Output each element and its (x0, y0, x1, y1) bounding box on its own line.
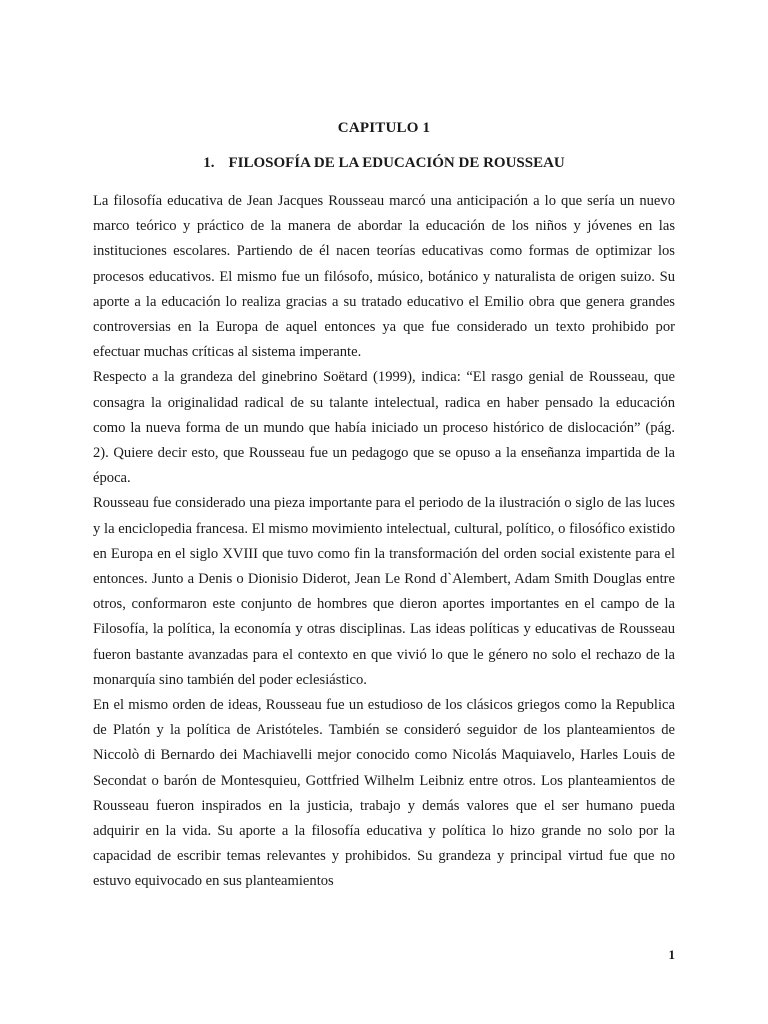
body-text (93, 189, 675, 895)
paragraph: En el mismo orden de ideas, Rousseau fue un estudioso de los clásicos griegos como la Republica de Platón y la política de Aristóteles. También se consideró seguidor de los planteamientos de Niccolò di Bernardo dei Machiavelli mejor conocido como Nicolás Maquiavelo, Harles Louis de Secondat o barón de Montesquieu, Gottfried Wilhelm Leibniz entre otros. Los planteamientos de Rousseau fueron inspirados en la justicia, trabajo y demás valores que el ser humano pueda adquirir en la vida. Su aporte a la filosofía educativa y política lo hizo grande no solo por la capacidad de escribir temas relevantes y prohibidos. Su grandeza y principal virtud fue que no estuvo equivocado en sus planteamientos (93, 697, 675, 890)
chapter-label: CAPITULO 1 (337, 120, 431, 136)
paragraph: La filosofía educativa de Jean Jacques Rousseau marcó una anticipación a lo que sería un nuevo marco teórico y práctico de la manera de abordar la educación de los niños y jóvenes en las instituciones escolares. Partiendo de él nacen teorías educativas como formas de optimizar los procesos educativos. El mismo fue un filósofo, músico, botánico y naturalista de origen suizo. Su aporte a la educación lo realiza gracias a su tratado educativo el Emilio obra que genera grandes controversias en la Europa de aquel entonces ya que fue considerado un texto prohibido por efectuar muchas críticas al sistema imperante. (93, 193, 675, 361)
paragraph: Respecto a la grandeza del ginebrino Soëtard (1999), indica: “El rasgo genial de Rousseau, que consagra la originalidad radical de su talante intelectual, radica en haber pensado la educación como la nueva forma de un mundo que había iniciado un proceso histórico de dislocación” (pág. 2). Quiere decir esto, que Rousseau fue un pedagogo que se opuso a la enseñanza impartida de la época. (93, 369, 675, 487)
section-heading (0, 155, 768, 172)
section-title: FILOSOFÍA DE LA EDUCACIÓN DE ROUSSEAU (228, 155, 565, 171)
paragraph: Rousseau fue considerado una pieza importante para el periodo de la ilustración o siglo de las luces y la enciclopedia francesa. El mismo movimiento intelectual, cultural, político, o filosófico existido en Europa en el siglo XVIII que tuvo como fin la transformación del orden social existente para el entonces. Junto a Denis o Dionisio Diderot, Jean Le Rond d`Alembert, Adam Smith Douglas entre otros, conformaron este conjunto de hombres que dieron aportes importantes en el campo de la Filosofía, la política, la economía y otras disciplinas. Las ideas políticas y educativas de Rousseau fueron bastante avanzadas para el contexto en que vivió lo que le género no solo el rechazo de la monarquía sino también del poder eclesiástico. (93, 495, 675, 688)
section-number: 1. (203, 155, 215, 171)
page-number: 1 (668, 947, 675, 962)
